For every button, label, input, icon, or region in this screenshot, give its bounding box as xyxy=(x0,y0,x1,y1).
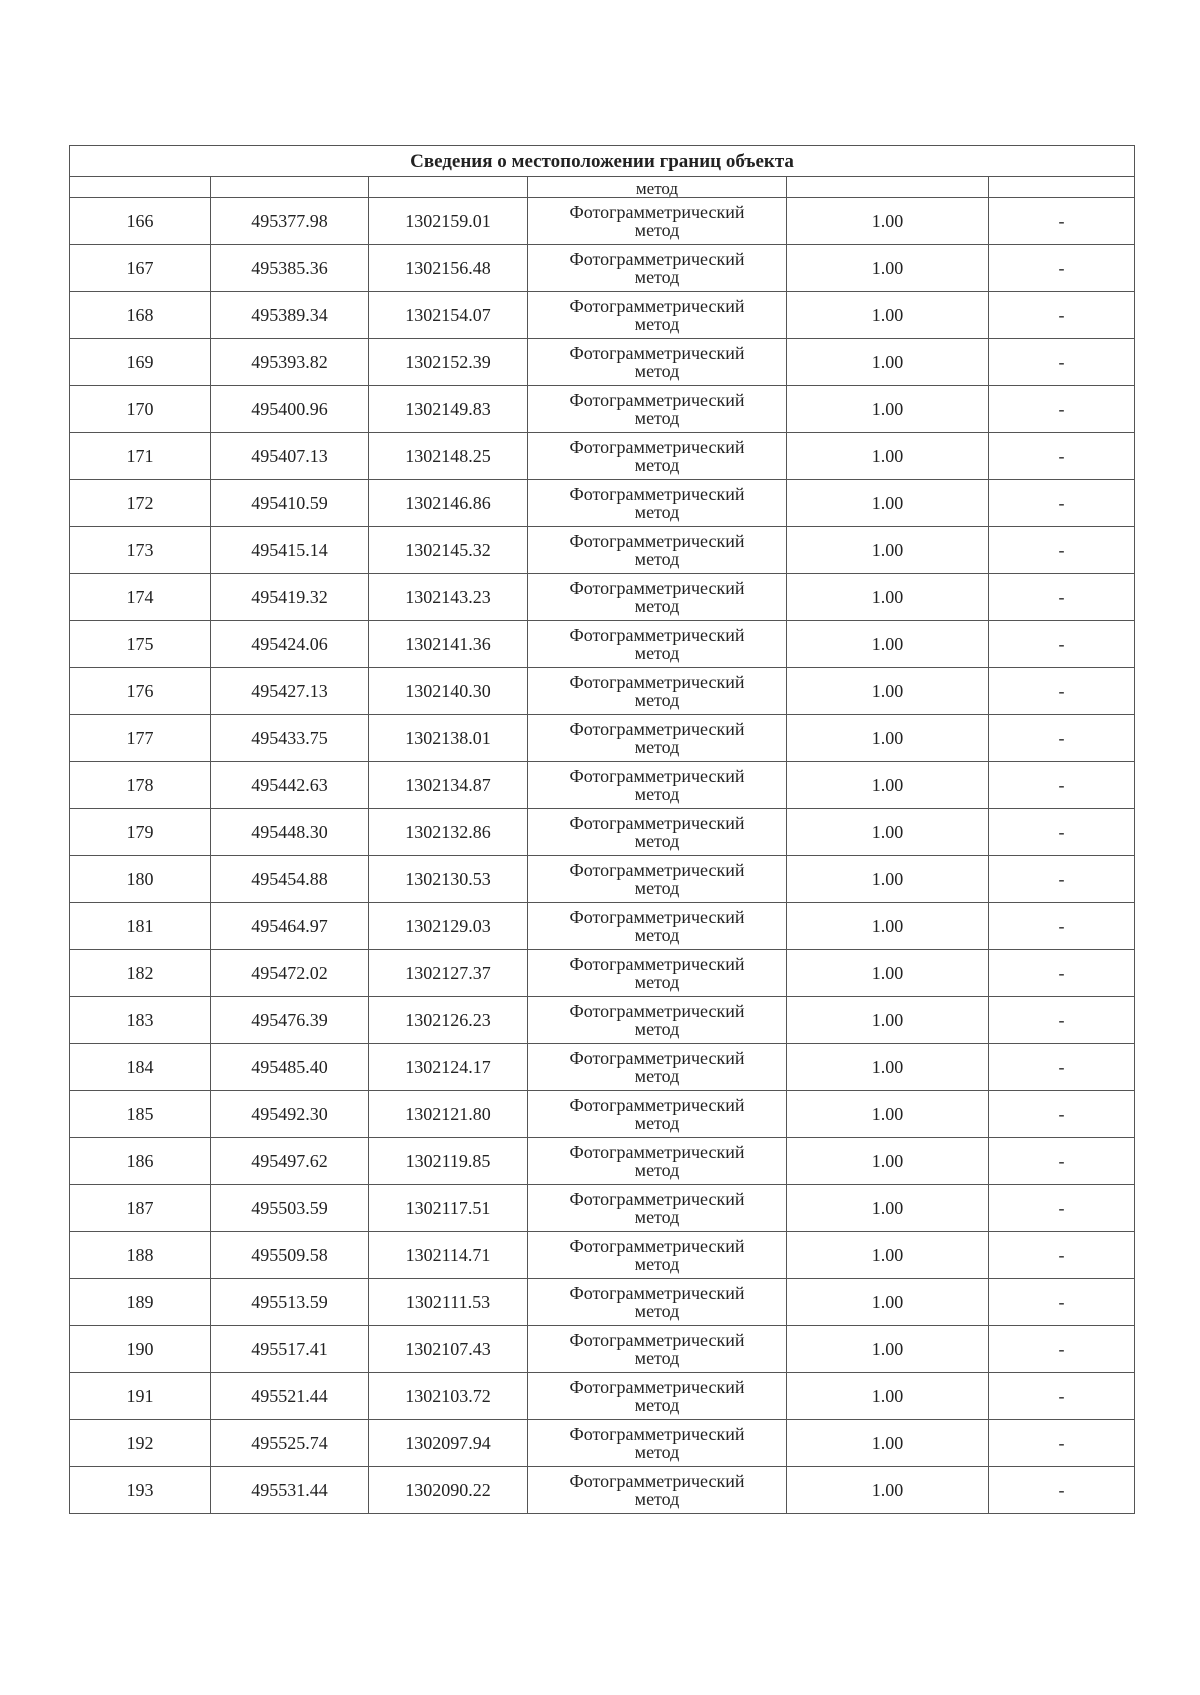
method-line-2: метод xyxy=(634,549,680,569)
method-cell xyxy=(528,527,787,574)
method-line-2: метод xyxy=(634,314,680,334)
y-coordinate-cell: 1302117.51 xyxy=(369,1185,528,1232)
point-number-cell: 188 xyxy=(70,1232,211,1279)
method-line-1: Фотограмметрический xyxy=(569,1095,745,1115)
table-row xyxy=(70,245,1135,292)
method-line-2: метод xyxy=(634,878,680,898)
table-row xyxy=(70,386,1135,433)
method-line-2: метод xyxy=(634,1301,680,1321)
method-line-1: Фотограмметрический xyxy=(569,766,745,786)
table-row xyxy=(70,1091,1135,1138)
method-line-1: Фотограмметрический xyxy=(569,1377,745,1397)
description-cell: - xyxy=(989,292,1135,339)
description-cell: - xyxy=(989,574,1135,621)
accuracy-cell: 1.00 xyxy=(787,527,989,574)
description-cell: - xyxy=(989,339,1135,386)
method-line-2: метод xyxy=(634,1442,680,1462)
point-number-cell: 193 xyxy=(70,1467,211,1514)
point-number-cell: 182 xyxy=(70,950,211,997)
y-coordinate-cell: 1302097.94 xyxy=(369,1420,528,1467)
boundary-coordinates-table xyxy=(69,145,1135,1514)
method-cell xyxy=(528,1232,787,1279)
method-line-1: Фотограмметрический xyxy=(569,343,745,363)
accuracy-cell: 1.00 xyxy=(787,809,989,856)
accuracy-cell: 1.00 xyxy=(787,1044,989,1091)
point-number-cell: 176 xyxy=(70,668,211,715)
x-coordinate-cell: 495531.44 xyxy=(211,1467,369,1514)
description-cell: - xyxy=(989,1279,1135,1326)
method-cell xyxy=(528,762,787,809)
description-cell: - xyxy=(989,1326,1135,1373)
method-line-2: метод xyxy=(634,784,680,804)
point-number-cell: 168 xyxy=(70,292,211,339)
table-row xyxy=(70,950,1135,997)
y-coordinate-cell: 1302107.43 xyxy=(369,1326,528,1373)
x-coordinate-cell: 495424.06 xyxy=(211,621,369,668)
continuation-cell-num xyxy=(70,177,211,198)
point-number-cell: 179 xyxy=(70,809,211,856)
method-line-2: метод xyxy=(634,737,680,757)
description-cell: - xyxy=(989,1373,1135,1420)
method-line-1: Фотограмметрический xyxy=(569,860,745,880)
accuracy-cell: 1.00 xyxy=(787,292,989,339)
method-cell xyxy=(528,1420,787,1467)
table-row xyxy=(70,1044,1135,1091)
x-coordinate-cell: 495407.13 xyxy=(211,433,369,480)
description-cell: - xyxy=(989,856,1135,903)
description-cell: - xyxy=(989,997,1135,1044)
x-coordinate-cell: 495509.58 xyxy=(211,1232,369,1279)
method-line-1: Фотограмметрический xyxy=(569,249,745,269)
method-cell xyxy=(528,433,787,480)
table-row xyxy=(70,1373,1135,1420)
y-coordinate-cell: 1302127.37 xyxy=(369,950,528,997)
accuracy-cell: 1.00 xyxy=(787,433,989,480)
point-number-cell: 172 xyxy=(70,480,211,527)
table-row xyxy=(70,715,1135,762)
method-cell xyxy=(528,386,787,433)
method-line-1: Фотограмметрический xyxy=(569,484,745,504)
x-coordinate-cell: 495503.59 xyxy=(211,1185,369,1232)
method-line-2: метод xyxy=(634,408,680,428)
table-row xyxy=(70,1185,1135,1232)
x-coordinate-cell: 495525.74 xyxy=(211,1420,369,1467)
method-line-1: Фотограмметрический xyxy=(569,907,745,927)
description-cell: - xyxy=(989,668,1135,715)
y-coordinate-cell: 1302138.01 xyxy=(369,715,528,762)
x-coordinate-cell: 495454.88 xyxy=(211,856,369,903)
point-number-cell: 192 xyxy=(70,1420,211,1467)
method-line-1: Фотограмметрический xyxy=(569,719,745,739)
table-row xyxy=(70,527,1135,574)
method-line-2: метод xyxy=(634,1160,680,1180)
method-line-1: Фотограмметрический xyxy=(569,202,745,222)
description-cell: - xyxy=(989,198,1135,245)
table-row xyxy=(70,1467,1135,1514)
method-line-2: метод xyxy=(634,455,680,475)
table-body xyxy=(70,146,1135,1514)
method-cell xyxy=(528,950,787,997)
method-line-1: Фотограмметрический xyxy=(569,1189,745,1209)
point-number-cell: 183 xyxy=(70,997,211,1044)
y-coordinate-cell: 1302145.32 xyxy=(369,527,528,574)
method-line-1: Фотограмметрический xyxy=(569,625,745,645)
x-coordinate-cell: 495513.59 xyxy=(211,1279,369,1326)
x-coordinate-cell: 495497.62 xyxy=(211,1138,369,1185)
accuracy-cell: 1.00 xyxy=(787,1185,989,1232)
table-row xyxy=(70,1420,1135,1467)
method-line-2: метод xyxy=(634,1348,680,1368)
x-coordinate-cell: 495415.14 xyxy=(211,527,369,574)
method-cell xyxy=(528,339,787,386)
point-number-cell: 184 xyxy=(70,1044,211,1091)
continuation-cell-y xyxy=(369,177,528,198)
method-cell xyxy=(528,809,787,856)
point-number-cell: 173 xyxy=(70,527,211,574)
accuracy-cell: 1.00 xyxy=(787,1373,989,1420)
accuracy-cell: 1.00 xyxy=(787,1326,989,1373)
description-cell: - xyxy=(989,1420,1135,1467)
method-line-1: Фотограмметрический xyxy=(569,1424,745,1444)
table-row xyxy=(70,762,1135,809)
description-cell: - xyxy=(989,950,1135,997)
x-coordinate-cell: 495410.59 xyxy=(211,480,369,527)
point-number-cell: 189 xyxy=(70,1279,211,1326)
y-coordinate-cell: 1302148.25 xyxy=(369,433,528,480)
point-number-cell: 177 xyxy=(70,715,211,762)
accuracy-cell: 1.00 xyxy=(787,1467,989,1514)
method-cell xyxy=(528,1044,787,1091)
method-line-1: Фотограмметрический xyxy=(569,296,745,316)
table-row xyxy=(70,668,1135,715)
y-coordinate-cell: 1302124.17 xyxy=(369,1044,528,1091)
point-number-cell: 170 xyxy=(70,386,211,433)
y-coordinate-cell: 1302111.53 xyxy=(369,1279,528,1326)
method-cell xyxy=(528,997,787,1044)
method-line-2: метод xyxy=(634,925,680,945)
method-line-1: Фотограмметрический xyxy=(569,578,745,598)
point-number-cell: 186 xyxy=(70,1138,211,1185)
method-line-2: метод xyxy=(634,361,680,381)
x-coordinate-cell: 495476.39 xyxy=(211,997,369,1044)
x-coordinate-cell: 495442.63 xyxy=(211,762,369,809)
x-coordinate-cell: 495448.30 xyxy=(211,809,369,856)
description-cell: - xyxy=(989,1185,1135,1232)
table-row xyxy=(70,997,1135,1044)
y-coordinate-cell: 1302103.72 xyxy=(369,1373,528,1420)
accuracy-cell: 1.00 xyxy=(787,1091,989,1138)
method-cell xyxy=(528,292,787,339)
method-line-2: метод xyxy=(634,972,680,992)
x-coordinate-cell: 495400.96 xyxy=(211,386,369,433)
method-line-2: метод xyxy=(634,831,680,851)
method-line-1: Фотограмметрический xyxy=(569,1236,745,1256)
method-cell xyxy=(528,903,787,950)
method-line-2: метод xyxy=(634,1066,680,1086)
method-cell xyxy=(528,245,787,292)
accuracy-cell: 1.00 xyxy=(787,856,989,903)
method-cell xyxy=(528,480,787,527)
method-line-1: Фотограмметрический xyxy=(569,672,745,692)
y-coordinate-cell: 1302143.23 xyxy=(369,574,528,621)
description-cell: - xyxy=(989,1138,1135,1185)
x-coordinate-cell: 495433.75 xyxy=(211,715,369,762)
accuracy-cell: 1.00 xyxy=(787,715,989,762)
description-cell: - xyxy=(989,762,1135,809)
table-title-row xyxy=(70,146,1135,177)
method-cell xyxy=(528,1326,787,1373)
description-cell: - xyxy=(989,903,1135,950)
method-line-1: Фотограмметрический xyxy=(569,1048,745,1068)
method-cell xyxy=(528,715,787,762)
method-cell xyxy=(528,1185,787,1232)
description-cell: - xyxy=(989,386,1135,433)
method-cell xyxy=(528,1091,787,1138)
y-coordinate-cell: 1302119.85 xyxy=(369,1138,528,1185)
x-coordinate-cell: 495485.40 xyxy=(211,1044,369,1091)
accuracy-cell: 1.00 xyxy=(787,574,989,621)
method-line-1: Фотограмметрический xyxy=(569,390,745,410)
method-cell xyxy=(528,856,787,903)
table-row xyxy=(70,198,1135,245)
accuracy-cell: 1.00 xyxy=(787,245,989,292)
accuracy-cell: 1.00 xyxy=(787,339,989,386)
method-line-1: Фотограмметрический xyxy=(569,1283,745,1303)
method-cell xyxy=(528,574,787,621)
description-cell: - xyxy=(989,809,1135,856)
description-cell: - xyxy=(989,715,1135,762)
table-row xyxy=(70,809,1135,856)
y-coordinate-cell: 1302140.30 xyxy=(369,668,528,715)
method-line-2: метод xyxy=(634,1207,680,1227)
x-coordinate-cell: 495521.44 xyxy=(211,1373,369,1420)
description-cell: - xyxy=(989,480,1135,527)
point-number-cell: 169 xyxy=(70,339,211,386)
x-coordinate-cell: 495419.32 xyxy=(211,574,369,621)
table-row xyxy=(70,433,1135,480)
description-cell: - xyxy=(989,1044,1135,1091)
method-line-1: Фотограмметрический xyxy=(569,1001,745,1021)
accuracy-cell: 1.00 xyxy=(787,198,989,245)
method-line-2: метод xyxy=(634,690,680,710)
y-coordinate-cell: 1302121.80 xyxy=(369,1091,528,1138)
y-coordinate-cell: 1302159.01 xyxy=(369,198,528,245)
description-cell: - xyxy=(989,433,1135,480)
method-line-2: метод xyxy=(634,1113,680,1133)
point-number-cell: 181 xyxy=(70,903,211,950)
table-row xyxy=(70,480,1135,527)
accuracy-cell: 1.00 xyxy=(787,1279,989,1326)
accuracy-cell: 1.00 xyxy=(787,762,989,809)
description-cell: - xyxy=(989,1232,1135,1279)
method-line-2: метод xyxy=(634,1395,680,1415)
method-line-1: Фотограмметрический xyxy=(569,1142,745,1162)
method-cell xyxy=(528,668,787,715)
continuation-row xyxy=(70,177,1135,198)
table-row xyxy=(70,903,1135,950)
method-line-2: метод xyxy=(634,1019,680,1039)
accuracy-cell: 1.00 xyxy=(787,1420,989,1467)
continuation-cell-accuracy xyxy=(787,177,989,198)
y-coordinate-cell: 1302141.36 xyxy=(369,621,528,668)
continuation-cell-description xyxy=(989,177,1135,198)
y-coordinate-cell: 1302129.03 xyxy=(369,903,528,950)
method-line-2: метод xyxy=(634,220,680,240)
x-coordinate-cell: 495517.41 xyxy=(211,1326,369,1373)
method-cell xyxy=(528,1279,787,1326)
y-coordinate-cell: 1302130.53 xyxy=(369,856,528,903)
method-cell xyxy=(528,621,787,668)
x-coordinate-cell: 495492.30 xyxy=(211,1091,369,1138)
point-number-cell: 180 xyxy=(70,856,211,903)
table-row xyxy=(70,1138,1135,1185)
x-coordinate-cell: 495464.97 xyxy=(211,903,369,950)
x-coordinate-cell: 495472.02 xyxy=(211,950,369,997)
table-row xyxy=(70,1232,1135,1279)
method-line-1: Фотограмметрический xyxy=(569,1471,745,1491)
y-coordinate-cell: 1302154.07 xyxy=(369,292,528,339)
x-coordinate-cell: 495427.13 xyxy=(211,668,369,715)
accuracy-cell: 1.00 xyxy=(787,903,989,950)
y-coordinate-cell: 1302149.83 xyxy=(369,386,528,433)
y-coordinate-cell: 1302156.48 xyxy=(369,245,528,292)
accuracy-cell: 1.00 xyxy=(787,480,989,527)
method-line-1: Фотограмметрический xyxy=(569,1330,745,1350)
y-coordinate-cell: 1302146.86 xyxy=(369,480,528,527)
continuation-cell-x xyxy=(211,177,369,198)
point-number-cell: 185 xyxy=(70,1091,211,1138)
table-row xyxy=(70,1279,1135,1326)
method-line-2: метод xyxy=(634,502,680,522)
x-coordinate-cell: 495393.82 xyxy=(211,339,369,386)
accuracy-cell: 1.00 xyxy=(787,950,989,997)
method-line-1: Фотограмметрический xyxy=(569,813,745,833)
description-cell: - xyxy=(989,621,1135,668)
table-row xyxy=(70,574,1135,621)
accuracy-cell: 1.00 xyxy=(787,997,989,1044)
method-cell xyxy=(528,1373,787,1420)
x-coordinate-cell: 495385.36 xyxy=(211,245,369,292)
continuation-cell-method: метод xyxy=(528,177,787,198)
point-number-cell: 178 xyxy=(70,762,211,809)
method-line-2: метод xyxy=(634,1254,680,1274)
table-row xyxy=(70,1326,1135,1373)
method-cell xyxy=(528,1138,787,1185)
point-number-cell: 175 xyxy=(70,621,211,668)
x-coordinate-cell: 495389.34 xyxy=(211,292,369,339)
point-number-cell: 191 xyxy=(70,1373,211,1420)
point-number-cell: 190 xyxy=(70,1326,211,1373)
table-row xyxy=(70,292,1135,339)
table-row xyxy=(70,339,1135,386)
point-number-cell: 171 xyxy=(70,433,211,480)
description-cell: - xyxy=(989,1091,1135,1138)
table-title: Сведения о местоположении границ объекта xyxy=(70,146,1135,177)
method-line-2: метод xyxy=(634,643,680,663)
description-cell: - xyxy=(989,527,1135,574)
x-coordinate-cell: 495377.98 xyxy=(211,198,369,245)
description-cell: - xyxy=(989,245,1135,292)
method-line-2: метод xyxy=(634,267,680,287)
method-line-1: Фотограмметрический xyxy=(569,954,745,974)
point-number-cell: 174 xyxy=(70,574,211,621)
method-line-2: метод xyxy=(634,596,680,616)
accuracy-cell: 1.00 xyxy=(787,1232,989,1279)
table-row xyxy=(70,621,1135,668)
accuracy-cell: 1.00 xyxy=(787,621,989,668)
point-number-cell: 187 xyxy=(70,1185,211,1232)
accuracy-cell: 1.00 xyxy=(787,668,989,715)
point-number-cell: 166 xyxy=(70,198,211,245)
description-cell: - xyxy=(989,1467,1135,1514)
accuracy-cell: 1.00 xyxy=(787,386,989,433)
y-coordinate-cell: 1302126.23 xyxy=(369,997,528,1044)
table-row xyxy=(70,856,1135,903)
y-coordinate-cell: 1302114.71 xyxy=(369,1232,528,1279)
accuracy-cell: 1.00 xyxy=(787,1138,989,1185)
method-line-1: Фотограмметрический xyxy=(569,531,745,551)
method-line-1: Фотограмметрический xyxy=(569,437,745,457)
method-line-2: метод xyxy=(634,1489,680,1509)
y-coordinate-cell: 1302134.87 xyxy=(369,762,528,809)
y-coordinate-cell: 1302132.86 xyxy=(369,809,528,856)
method-cell xyxy=(528,198,787,245)
method-cell xyxy=(528,1467,787,1514)
y-coordinate-cell: 1302152.39 xyxy=(369,339,528,386)
point-number-cell: 167 xyxy=(70,245,211,292)
y-coordinate-cell: 1302090.22 xyxy=(369,1467,528,1514)
